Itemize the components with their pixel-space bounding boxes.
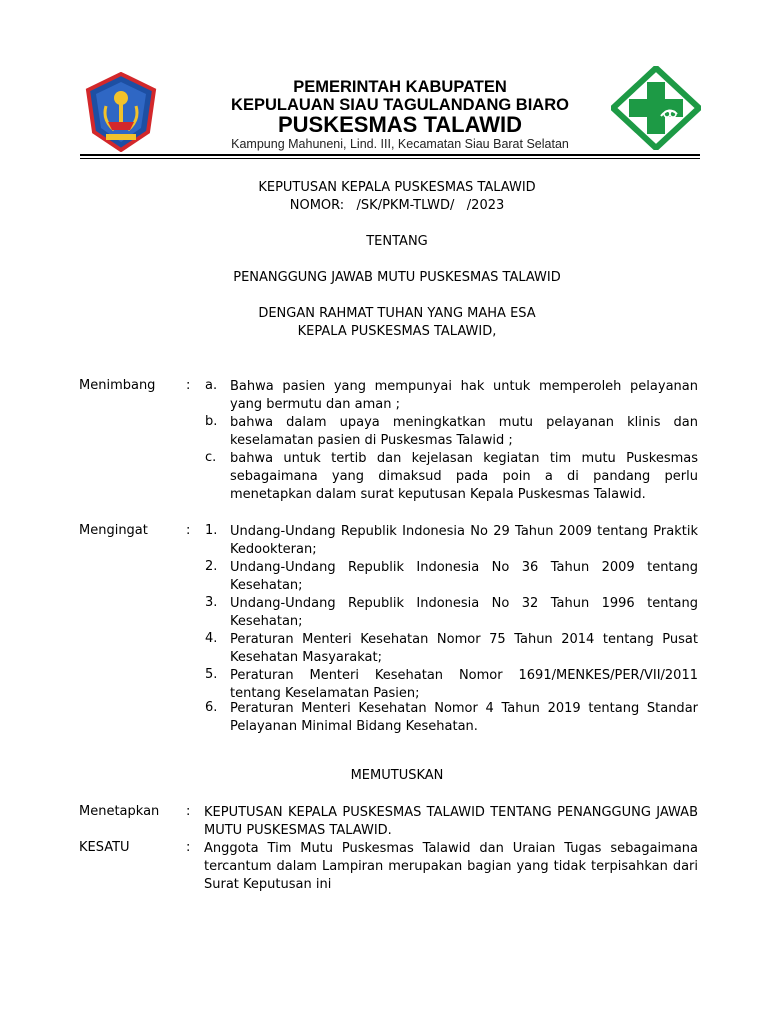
letterhead-rule-thick xyxy=(80,154,700,156)
mengingat-colon: : xyxy=(186,523,191,538)
mengingat-marker-2: 2. xyxy=(205,559,218,574)
decree-subject: PENANGGUNG JAWAB MUTU PUSKESMAS TALAWID xyxy=(233,270,561,285)
menimbang-item-b: bahwa dalam upaya meningkatkan mutu pelayanan klinis dan keselamatan pasien di Puskesmas Talawid ; xyxy=(230,415,698,448)
decree-number: NOMOR: /SK/PKM-TLWD/ /2023 xyxy=(289,198,505,213)
decree-grace: DENGAN RAHMAT TUHAN YANG MAHA ESA xyxy=(258,306,536,321)
mengingat-item-6: Peraturan Menteri Kesehatan Nomor 4 Tahun 2019 tentang Standar Pelayanan Minimal Bidang Kesehatan. xyxy=(230,701,698,734)
mengingat-marker-5: 5. xyxy=(205,667,218,682)
mengingat-marker-6: 6. xyxy=(205,700,218,715)
letterhead-government: PEMERINTAH KABUPATEN xyxy=(293,78,507,96)
menimbang-item-c: bahwa untuk tertib dan kejelasan kegiatan tim mutu Puskesmas sebagaimana yang dimaksud pada poin a di pandang perlu menetapkan dalam surat keputusan Kepala Puskesmas Talawid. xyxy=(230,451,698,502)
decree-title: KEPUTUSAN KEPALA PUSKESMAS TALAWID xyxy=(258,180,536,195)
letterhead-puskesmas: PUSKESMAS TALAWID xyxy=(277,112,523,137)
menimbang-marker-c: c. xyxy=(205,450,217,465)
menetapkan-colon: : xyxy=(186,804,191,819)
menimbang-colon: : xyxy=(186,378,191,393)
kesatu-colon: : xyxy=(186,840,191,855)
mengingat-marker-4: 4. xyxy=(205,631,218,646)
mengingat-item-5: Peraturan Menteri Kesehatan Nomor 1691/MENKES/PER/VII/2011 tentang Keselamatan Pasien; xyxy=(230,668,698,701)
menimbang-marker-b: b. xyxy=(205,414,218,429)
letterhead-rule-thin xyxy=(80,158,700,159)
mengingat-marker-1: 1. xyxy=(205,523,218,538)
mengingat-item-2: Undang-Undang Republik Indonesia No 36 Tahun 2009 tentang Kesehatan; xyxy=(230,560,698,593)
mengingat-marker-3: 3. xyxy=(205,595,218,610)
puskesmas-cross-logo-icon xyxy=(611,66,701,150)
letterhead-address: Kampung Mahuneni, Lind. III, Kecamatan Siau Barat Selatan xyxy=(231,137,569,151)
kesatu-text: Anggota Tim Mutu Puskesmas Talawid dan Uraian Tugas sebagaimana tercantum dalam Lampiran merupakan bagian yang tidak terpisahkan dari Surat Keputusan ini xyxy=(204,841,698,892)
memutuskan-heading: MEMUTUSKAN xyxy=(350,768,444,783)
mengingat-item-3: Undang-Undang Republik Indonesia No 32 Tahun 1996 tentang Kesehatan; xyxy=(230,596,698,629)
kesatu-label: KESATU xyxy=(79,840,130,855)
decree-head: KEPALA PUSKESMAS TALAWID, xyxy=(297,324,497,339)
mengingat-label: Mengingat xyxy=(79,523,148,538)
menimbang-marker-a: a. xyxy=(205,378,218,393)
menetapkan-label: Menetapkan xyxy=(79,804,160,819)
menetapkan-text: KEPUTUSAN KEPALA PUSKESMAS TALAWID TENTANG PENANGGUNG JAWAB MUTU PUSKESMAS TALAWID. xyxy=(204,805,698,838)
decree-about: TENTANG xyxy=(366,234,428,249)
letterhead-regency: KEPULAUAN SIAU TAGULANDANG BIARO xyxy=(231,96,569,114)
menimbang-label: Menimbang xyxy=(79,378,156,393)
regency-coat-of-arms-icon xyxy=(84,72,158,152)
menimbang-item-a: Bahwa pasien yang mempunyai hak untuk memperoleh pelayanan yang bermutu dan aman ; xyxy=(230,379,698,412)
mengingat-item-1: Undang-Undang Republik Indonesia No 29 Tahun 2009 tentang Praktik Kedookteran; xyxy=(230,524,698,557)
mengingat-item-4: Peraturan Menteri Kesehatan Nomor 75 Tahun 2014 tentang Pusat Kesehatan Masyarakat; xyxy=(230,632,698,665)
